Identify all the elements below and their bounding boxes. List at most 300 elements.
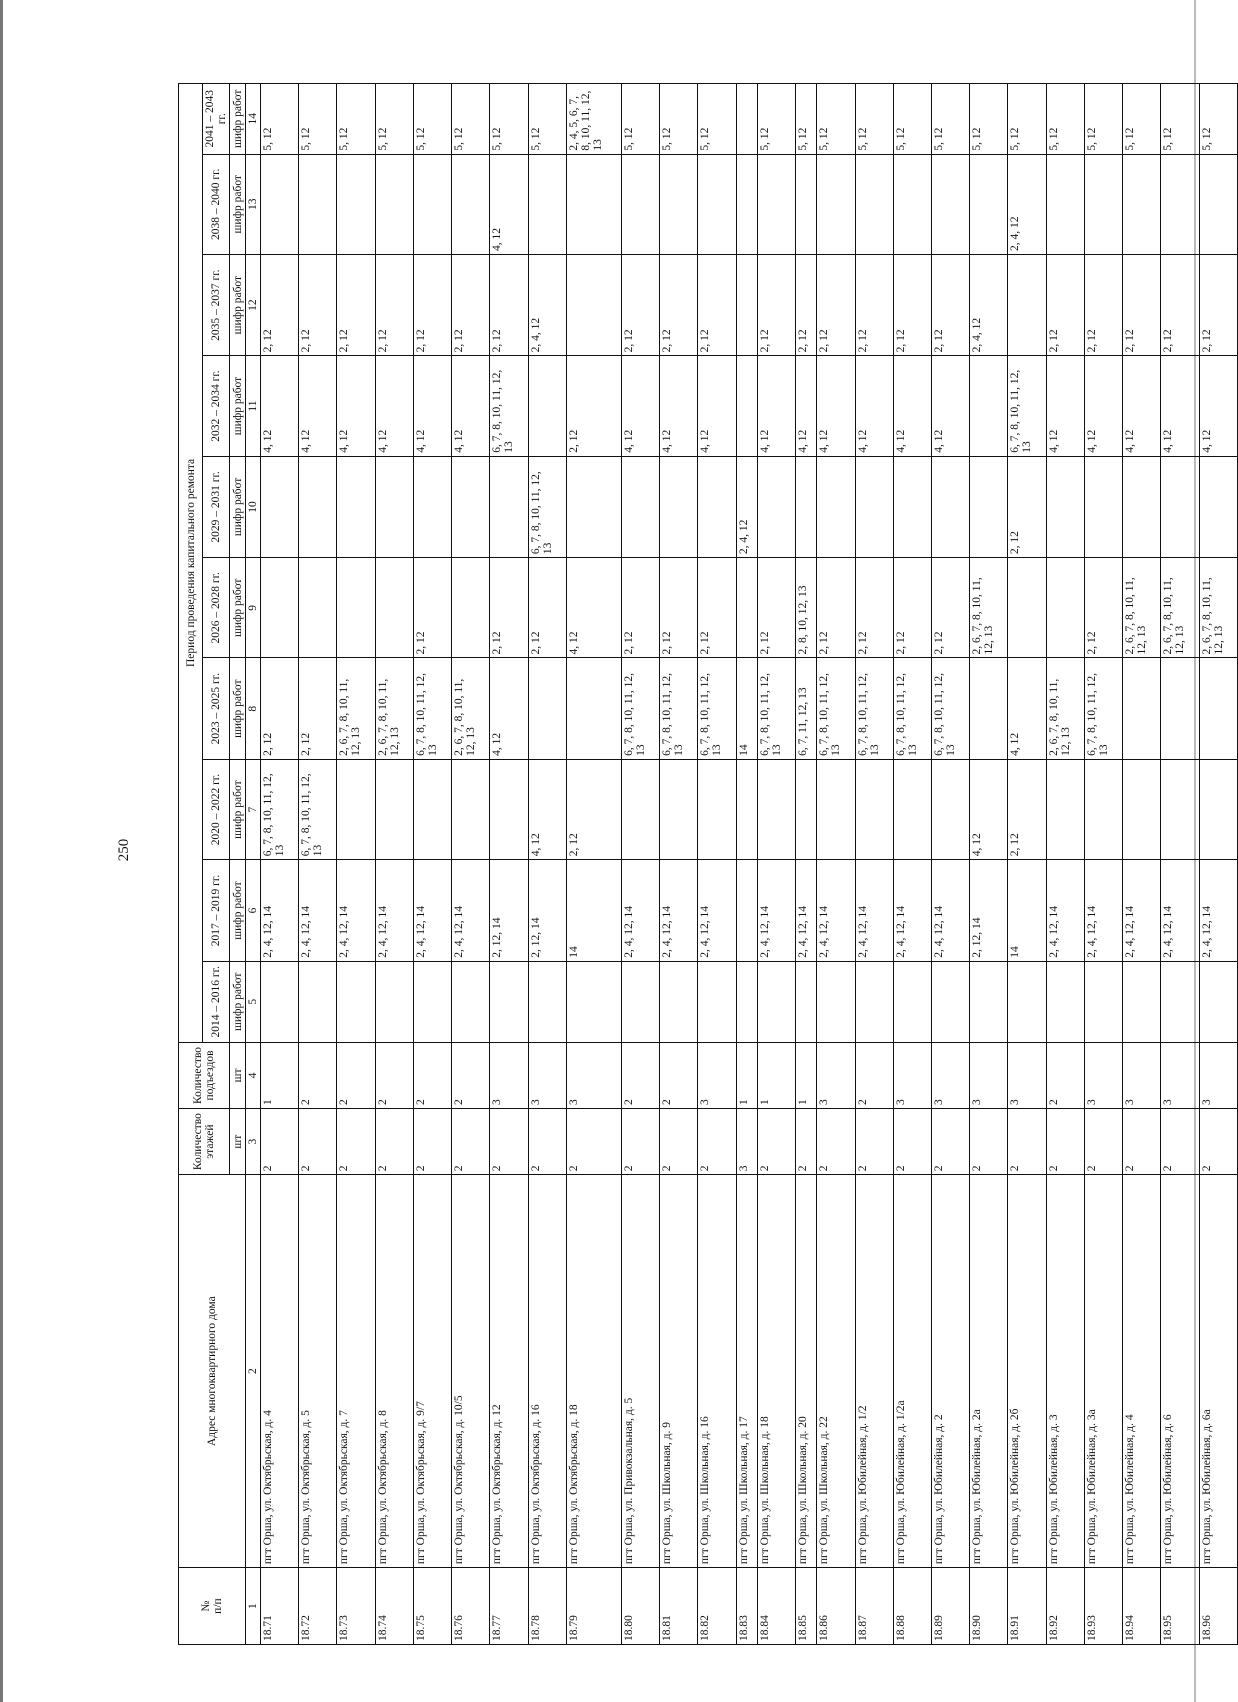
row-cipher-period-5: 4, 12 bbox=[566, 558, 621, 658]
row-address: пгт Орша, ул. Октябрьская, д. 18 bbox=[566, 1175, 621, 1568]
row-cipher-period-8: 2, 12 bbox=[1161, 254, 1199, 355]
row-cipher-period-8: 2, 12 bbox=[413, 254, 451, 355]
table-row bbox=[817, 84, 855, 1645]
row-cipher-period-10: 5, 12 bbox=[413, 84, 451, 155]
row-cipher-period-4 bbox=[1199, 658, 1238, 759]
row-cipher-period-10: 5, 12 bbox=[1123, 84, 1161, 155]
header-cipher-1: шифр работ bbox=[230, 961, 246, 1042]
row-cipher-period-6 bbox=[299, 456, 337, 557]
row-address: пгт Орша, ул. Привокзальная, д. 5 bbox=[621, 1175, 659, 1568]
row-cipher-period-7: 4, 12 bbox=[261, 356, 299, 456]
row-floors: 2 bbox=[621, 1109, 659, 1175]
row-cipher-period-2: 2, 4, 12, 14 bbox=[299, 860, 337, 961]
row-cipher-period-9 bbox=[1199, 154, 1238, 254]
row-number: 18.81 bbox=[660, 1568, 698, 1645]
row-cipher-period-5 bbox=[736, 558, 757, 658]
row-cipher-period-3 bbox=[452, 759, 490, 859]
row-cipher-period-3 bbox=[931, 759, 969, 859]
row-entrances: 3 bbox=[528, 1042, 566, 1108]
row-cipher-period-7 bbox=[528, 356, 566, 456]
row-cipher-period-8: 2, 12 bbox=[817, 254, 855, 355]
row-cipher-period-6 bbox=[566, 456, 621, 557]
row-entrances: 1 bbox=[261, 1042, 299, 1108]
row-cipher-period-7: 4, 12 bbox=[621, 356, 659, 456]
row-cipher-period-1 bbox=[621, 961, 659, 1042]
row-cipher-period-8: 2, 12 bbox=[375, 254, 413, 355]
row-cipher-period-2: 2, 4, 12, 14 bbox=[796, 860, 817, 961]
table-header bbox=[179, 84, 261, 1645]
row-cipher-period-5 bbox=[299, 558, 337, 658]
row-cipher-period-6 bbox=[1123, 456, 1161, 557]
row-entrances: 3 bbox=[893, 1042, 931, 1108]
row-number: 18.96 bbox=[1199, 1568, 1238, 1645]
row-cipher-period-4: 14 bbox=[736, 658, 757, 759]
row-cipher-period-8: 2, 12 bbox=[452, 254, 490, 355]
row-cipher-period-2: 2, 4, 12, 14 bbox=[757, 860, 795, 961]
row-cipher-period-1 bbox=[1008, 961, 1046, 1042]
header-period-6: 2029 – 2031 гг. bbox=[203, 456, 230, 557]
table-row bbox=[855, 84, 893, 1645]
row-cipher-period-3 bbox=[660, 759, 698, 859]
row-cipher-period-7: 4, 12 bbox=[796, 356, 817, 456]
row-floors: 3 bbox=[736, 1109, 757, 1175]
row-cipher-period-9 bbox=[621, 154, 659, 254]
row-cipher-period-5: 2, 12 bbox=[1084, 558, 1122, 658]
row-entrances: 2 bbox=[299, 1042, 337, 1108]
row-cipher-period-8: 2, 4, 12 bbox=[970, 254, 1008, 355]
row-cipher-period-6: 2, 4, 12 bbox=[736, 456, 757, 557]
row-cipher-period-8: 2, 12 bbox=[1123, 254, 1161, 355]
row-number: 18.87 bbox=[855, 1568, 893, 1645]
row-cipher-period-9: 4, 12 bbox=[490, 154, 528, 254]
row-cipher-period-9 bbox=[736, 154, 757, 254]
row-entrances: 2 bbox=[621, 1042, 659, 1108]
row-cipher-period-5: 2, 8, 10, 12, 13 bbox=[796, 558, 817, 658]
header-cipher-10: шифр работ bbox=[230, 84, 246, 155]
row-cipher-period-5: 2, 12 bbox=[698, 558, 736, 658]
row-cipher-period-1 bbox=[970, 961, 1008, 1042]
table-row bbox=[261, 84, 299, 1645]
header-period: Период проведения капитального ремонта bbox=[179, 84, 203, 1043]
row-address: пгт Орша, ул. Октябрьская, д. 5 bbox=[299, 1175, 337, 1568]
column-number-9: 9 bbox=[246, 558, 261, 658]
table-row bbox=[893, 84, 931, 1645]
row-cipher-period-10: 5, 12 bbox=[337, 84, 375, 155]
row-cipher-period-8: 2, 12 bbox=[1199, 254, 1238, 355]
row-cipher-period-2: 2, 4, 12, 14 bbox=[1084, 860, 1122, 961]
row-cipher-period-3 bbox=[757, 759, 795, 859]
row-cipher-period-9 bbox=[1084, 154, 1122, 254]
row-number: 18.83 bbox=[736, 1568, 757, 1645]
row-address: пгт Орша, ул. Юбилейная, д. 3а bbox=[1084, 1175, 1122, 1568]
row-cipher-period-10: 5, 12 bbox=[1008, 84, 1046, 155]
header-floors: Количество этажей bbox=[179, 1109, 230, 1175]
row-floors: 2 bbox=[660, 1109, 698, 1175]
row-floors: 2 bbox=[1161, 1109, 1199, 1175]
row-cipher-period-4: 6, 7, 8, 10, 11, 12, 13 bbox=[757, 658, 795, 759]
row-cipher-period-2: 2, 4, 12, 14 bbox=[698, 860, 736, 961]
row-cipher-period-8: 2, 12 bbox=[855, 254, 893, 355]
header-cipher-4: шифр работ bbox=[230, 658, 246, 759]
row-cipher-period-10: 5, 12 bbox=[1084, 84, 1122, 155]
row-cipher-period-8: 2, 12 bbox=[796, 254, 817, 355]
row-cipher-period-3 bbox=[1046, 759, 1084, 859]
table-row bbox=[413, 84, 451, 1645]
row-cipher-period-6 bbox=[893, 456, 931, 557]
row-cipher-period-2: 2, 4, 12, 14 bbox=[660, 860, 698, 961]
row-address: пгт Орша, ул. Школьная, д. 18 bbox=[757, 1175, 795, 1568]
row-cipher-period-9 bbox=[757, 154, 795, 254]
row-cipher-period-7: 4, 12 bbox=[1084, 356, 1122, 456]
row-cipher-period-3 bbox=[413, 759, 451, 859]
row-address: пгт Орша, ул. Школьная, д. 20 bbox=[796, 1175, 817, 1568]
row-cipher-period-8: 2, 12 bbox=[1046, 254, 1084, 355]
table-row bbox=[736, 84, 757, 1645]
row-entrances: 3 bbox=[1008, 1042, 1046, 1108]
row-cipher-period-8 bbox=[736, 254, 757, 355]
row-cipher-period-6 bbox=[452, 456, 490, 557]
row-cipher-period-10: 5, 12 bbox=[621, 84, 659, 155]
row-cipher-period-2: 2, 4, 12, 14 bbox=[893, 860, 931, 961]
row-cipher-period-8 bbox=[566, 254, 621, 355]
table-row bbox=[621, 84, 659, 1645]
row-entrances: 1 bbox=[757, 1042, 795, 1108]
row-cipher-period-3 bbox=[1199, 759, 1238, 859]
row-cipher-period-5: 2, 12 bbox=[528, 558, 566, 658]
row-entrances: 3 bbox=[1199, 1042, 1238, 1108]
row-entrances: 3 bbox=[1084, 1042, 1122, 1108]
row-cipher-period-6 bbox=[413, 456, 451, 557]
row-cipher-period-7: 4, 12 bbox=[1199, 356, 1238, 456]
column-number-14: 14 bbox=[246, 84, 261, 155]
row-cipher-period-2: 2, 12, 14 bbox=[970, 860, 1008, 961]
row-cipher-period-7: 4, 12 bbox=[817, 356, 855, 456]
row-cipher-period-4: 2, 12 bbox=[261, 658, 299, 759]
row-cipher-period-9 bbox=[375, 154, 413, 254]
row-entrances: 2 bbox=[452, 1042, 490, 1108]
row-number: 18.76 bbox=[452, 1568, 490, 1645]
row-cipher-period-9 bbox=[817, 154, 855, 254]
table-row bbox=[1199, 84, 1238, 1645]
row-cipher-period-2: 14 bbox=[1008, 860, 1046, 961]
row-cipher-period-7: 4, 12 bbox=[893, 356, 931, 456]
row-cipher-period-8: 2, 12 bbox=[931, 254, 969, 355]
row-cipher-period-9 bbox=[337, 154, 375, 254]
row-entrances: 2 bbox=[375, 1042, 413, 1108]
column-number-4: 4 bbox=[246, 1042, 261, 1108]
row-number: 18.78 bbox=[528, 1568, 566, 1645]
column-number-10: 10 bbox=[246, 456, 261, 557]
row-cipher-period-2: 2, 4, 12, 14 bbox=[817, 860, 855, 961]
row-cipher-period-10: 5, 12 bbox=[1161, 84, 1199, 155]
row-cipher-period-7: 4, 12 bbox=[413, 356, 451, 456]
row-entrances: 3 bbox=[970, 1042, 1008, 1108]
row-cipher-period-7: 4, 12 bbox=[1161, 356, 1199, 456]
row-cipher-period-10: 5, 12 bbox=[698, 84, 736, 155]
row-cipher-period-3 bbox=[621, 759, 659, 859]
row-cipher-period-5 bbox=[1008, 558, 1046, 658]
column-number-3: 3 bbox=[246, 1109, 261, 1175]
row-cipher-period-5: 2, 6, 7, 8, 10, 11, 12, 13 bbox=[1199, 558, 1238, 658]
row-cipher-period-6 bbox=[1199, 456, 1238, 557]
row-number: 18.90 bbox=[970, 1568, 1008, 1645]
row-cipher-period-1 bbox=[736, 961, 757, 1042]
row-floors: 2 bbox=[855, 1109, 893, 1175]
row-cipher-period-3 bbox=[375, 759, 413, 859]
row-cipher-period-7: 4, 12 bbox=[375, 356, 413, 456]
row-cipher-period-7: 4, 12 bbox=[931, 356, 969, 456]
row-cipher-period-4: 6, 7, 8, 10, 11, 12, 13 bbox=[1084, 658, 1122, 759]
row-cipher-period-2: 2, 4, 12, 14 bbox=[1199, 860, 1238, 961]
row-floors: 2 bbox=[817, 1109, 855, 1175]
row-number: 18.93 bbox=[1084, 1568, 1122, 1645]
row-cipher-period-8: 2, 12 bbox=[490, 254, 528, 355]
table-body bbox=[261, 84, 1238, 1645]
row-cipher-period-6 bbox=[375, 456, 413, 557]
row-cipher-period-8: 2, 4, 12 bbox=[528, 254, 566, 355]
row-cipher-period-6: 6, 7, 8, 10, 11, 12, 13 bbox=[528, 456, 566, 557]
row-cipher-period-2: 2, 4, 12, 14 bbox=[855, 860, 893, 961]
row-cipher-period-6 bbox=[796, 456, 817, 557]
row-address: пгт Орша, ул. Октябрьская, д. 7 bbox=[337, 1175, 375, 1568]
row-cipher-period-4: 6, 7, 8, 10, 11, 12, 13 bbox=[817, 658, 855, 759]
row-cipher-period-1 bbox=[566, 961, 621, 1042]
repair-schedule-table bbox=[178, 83, 1238, 1645]
row-cipher-period-1 bbox=[931, 961, 969, 1042]
row-address: пгт Орша, ул. Школьная, д. 9 bbox=[660, 1175, 698, 1568]
column-number-2: 2 bbox=[246, 1175, 261, 1568]
header-cipher-5: шифр работ bbox=[230, 558, 246, 658]
column-number-7: 7 bbox=[246, 759, 261, 859]
row-cipher-period-8: 2, 12 bbox=[337, 254, 375, 355]
row-floors: 2 bbox=[490, 1109, 528, 1175]
row-cipher-period-3 bbox=[893, 759, 931, 859]
row-address: пгт Орша, ул. Юбилейная, д. 2 bbox=[931, 1175, 969, 1568]
row-address: пгт Орша, ул. Юбилейная, д. 6 bbox=[1161, 1175, 1199, 1568]
row-cipher-period-9 bbox=[261, 154, 299, 254]
row-address: пгт Орша, ул. Октябрьская, д. 9/7 bbox=[413, 1175, 451, 1568]
row-cipher-period-10: 5, 12 bbox=[375, 84, 413, 155]
row-entrances: 3 bbox=[931, 1042, 969, 1108]
row-cipher-period-9 bbox=[970, 154, 1008, 254]
row-cipher-period-10: 5, 12 bbox=[893, 84, 931, 155]
header-address: Адрес многоквартирного дома bbox=[179, 1175, 246, 1568]
row-address: пгт Орша, ул. Октябрьская, д. 16 bbox=[528, 1175, 566, 1568]
row-cipher-period-6 bbox=[1084, 456, 1122, 557]
row-number: 18.75 bbox=[413, 1568, 451, 1645]
row-floors: 2 bbox=[337, 1109, 375, 1175]
row-floors: 2 bbox=[931, 1109, 969, 1175]
row-cipher-period-7: 4, 12 bbox=[660, 356, 698, 456]
row-cipher-period-6 bbox=[337, 456, 375, 557]
row-cipher-period-2 bbox=[736, 860, 757, 961]
header-cipher-7: шифр работ bbox=[230, 356, 246, 456]
row-cipher-period-5: 2, 12 bbox=[490, 558, 528, 658]
row-cipher-period-7: 6, 7, 8, 10, 11, 12, 13 bbox=[1008, 356, 1046, 456]
row-cipher-period-8: 2, 12 bbox=[261, 254, 299, 355]
row-cipher-period-1 bbox=[528, 961, 566, 1042]
row-cipher-period-2: 2, 4, 12, 14 bbox=[1046, 860, 1084, 961]
row-number: 18.89 bbox=[931, 1568, 969, 1645]
row-address: пгт Орша, ул. Школьная, д. 22 bbox=[817, 1175, 855, 1568]
row-cipher-period-6 bbox=[817, 456, 855, 557]
row-number: 18.80 bbox=[621, 1568, 659, 1645]
header-period-2: 2017 – 2019 гг. bbox=[203, 860, 230, 961]
row-cipher-period-6: 2, 12 bbox=[1008, 456, 1046, 557]
row-cipher-period-2: 2, 12, 14 bbox=[528, 860, 566, 961]
row-cipher-period-1 bbox=[698, 961, 736, 1042]
row-cipher-period-5: 2, 6, 7, 8, 10, 11, 12, 13 bbox=[1161, 558, 1199, 658]
table-row bbox=[931, 84, 969, 1645]
row-address: пгт Орша, ул. Школьная, д. 17 bbox=[736, 1175, 757, 1568]
row-cipher-period-9 bbox=[855, 154, 893, 254]
row-cipher-period-8: 2, 12 bbox=[893, 254, 931, 355]
table-row bbox=[337, 84, 375, 1645]
row-cipher-period-10: 2, 4, 5, 6, 7, 8, 10, 11, 12, 13 bbox=[566, 84, 621, 155]
row-cipher-period-10: 5, 12 bbox=[931, 84, 969, 155]
row-cipher-period-4: 2, 12 bbox=[299, 658, 337, 759]
row-number: 18.94 bbox=[1123, 1568, 1161, 1645]
header-cipher-9: шифр работ bbox=[230, 154, 246, 254]
row-cipher-period-1 bbox=[413, 961, 451, 1042]
row-number: 18.77 bbox=[490, 1568, 528, 1645]
row-cipher-period-2: 2, 4, 12, 14 bbox=[337, 860, 375, 961]
row-floors: 2 bbox=[1123, 1109, 1161, 1175]
header-cipher-3: шифр работ bbox=[230, 759, 246, 859]
row-cipher-period-3: 2, 12 bbox=[1008, 759, 1046, 859]
header-period-4: 2023 – 2025 гг. bbox=[203, 658, 230, 759]
column-number-6: 6 bbox=[246, 860, 261, 961]
row-floors: 2 bbox=[261, 1109, 299, 1175]
table-row bbox=[299, 84, 337, 1645]
row-cipher-period-1 bbox=[1161, 961, 1199, 1042]
row-cipher-period-9 bbox=[893, 154, 931, 254]
row-floors: 2 bbox=[375, 1109, 413, 1175]
row-cipher-period-2: 2, 4, 12, 14 bbox=[621, 860, 659, 961]
row-number: 18.86 bbox=[817, 1568, 855, 1645]
row-cipher-period-7: 4, 12 bbox=[698, 356, 736, 456]
row-cipher-period-5 bbox=[1046, 558, 1084, 658]
row-cipher-period-3 bbox=[490, 759, 528, 859]
row-floors: 2 bbox=[1084, 1109, 1122, 1175]
row-cipher-period-1 bbox=[660, 961, 698, 1042]
row-cipher-period-9 bbox=[698, 154, 736, 254]
row-cipher-period-10 bbox=[736, 84, 757, 155]
row-address: пгт Орша, ул. Юбилейная, д. 2а bbox=[970, 1175, 1008, 1568]
row-cipher-period-7: 4, 12 bbox=[1123, 356, 1161, 456]
table-row bbox=[375, 84, 413, 1645]
row-cipher-period-5: 2, 12 bbox=[855, 558, 893, 658]
row-cipher-period-6 bbox=[1161, 456, 1199, 557]
row-cipher-period-3 bbox=[698, 759, 736, 859]
row-cipher-period-1 bbox=[796, 961, 817, 1042]
row-entrances: 3 bbox=[1123, 1042, 1161, 1108]
row-cipher-period-3 bbox=[1123, 759, 1161, 859]
row-cipher-period-1 bbox=[1084, 961, 1122, 1042]
row-cipher-period-5: 2, 12 bbox=[621, 558, 659, 658]
row-cipher-period-10: 5, 12 bbox=[796, 84, 817, 155]
row-cipher-period-10: 5, 12 bbox=[452, 84, 490, 155]
row-cipher-period-3 bbox=[736, 759, 757, 859]
row-number: 18.92 bbox=[1046, 1568, 1084, 1645]
row-cipher-period-2: 2, 12, 14 bbox=[490, 860, 528, 961]
header-cipher-8: шифр работ bbox=[230, 254, 246, 355]
row-number: 18.72 bbox=[299, 1568, 337, 1645]
row-number: 18.91 bbox=[1008, 1568, 1046, 1645]
row-address: пгт Орша, ул. Юбилейная, д. 6а bbox=[1199, 1175, 1238, 1568]
row-floors: 2 bbox=[698, 1109, 736, 1175]
row-cipher-period-3: 6, 7, 8, 10, 11, 12, 13 bbox=[299, 759, 337, 859]
row-cipher-period-4: 6, 7, 11, 12, 13 bbox=[796, 658, 817, 759]
row-address: пгт Орша, ул. Октябрьская, д. 4 bbox=[261, 1175, 299, 1568]
row-cipher-period-3 bbox=[796, 759, 817, 859]
table-row bbox=[528, 84, 566, 1645]
row-cipher-period-9 bbox=[660, 154, 698, 254]
row-cipher-period-6 bbox=[490, 456, 528, 557]
row-cipher-period-8 bbox=[1008, 254, 1046, 355]
header-period-7: 2032 – 2034 гг. bbox=[203, 356, 230, 456]
table-row bbox=[452, 84, 490, 1645]
row-cipher-period-8: 2, 12 bbox=[660, 254, 698, 355]
row-cipher-period-4: 6, 7, 8, 10, 11, 12, 13 bbox=[621, 658, 659, 759]
row-cipher-period-5: 2, 12 bbox=[817, 558, 855, 658]
row-number: 18.82 bbox=[698, 1568, 736, 1645]
row-cipher-period-6 bbox=[970, 456, 1008, 557]
row-number: 18.71 bbox=[261, 1568, 299, 1645]
row-number: 18.79 bbox=[566, 1568, 621, 1645]
table-row bbox=[698, 84, 736, 1645]
row-cipher-period-4: 6, 7, 8, 10, 11, 12, 13 bbox=[855, 658, 893, 759]
row-cipher-period-2: 2, 4, 12, 14 bbox=[261, 860, 299, 961]
row-cipher-period-9 bbox=[1123, 154, 1161, 254]
column-number-1: 1 bbox=[246, 1568, 261, 1645]
row-cipher-period-2: 2, 4, 12, 14 bbox=[452, 860, 490, 961]
scan-edge-left bbox=[0, 0, 3, 1702]
row-cipher-period-8: 2, 12 bbox=[621, 254, 659, 355]
row-address: пгт Орша, ул. Октябрьская, д. 10/5 bbox=[452, 1175, 490, 1568]
row-cipher-period-7 bbox=[736, 356, 757, 456]
row-cipher-period-10: 5, 12 bbox=[299, 84, 337, 155]
header-row-1 bbox=[179, 84, 203, 1645]
row-cipher-period-2: 14 bbox=[566, 860, 621, 961]
row-cipher-period-1 bbox=[893, 961, 931, 1042]
column-number-8: 8 bbox=[246, 658, 261, 759]
row-cipher-period-6 bbox=[261, 456, 299, 557]
row-cipher-period-4 bbox=[1161, 658, 1199, 759]
row-cipher-period-3: 4, 12 bbox=[970, 759, 1008, 859]
header-num: № п/п bbox=[179, 1568, 246, 1645]
header-period-5: 2026 – 2028 гг. bbox=[203, 558, 230, 658]
row-cipher-period-1 bbox=[299, 961, 337, 1042]
row-cipher-period-9 bbox=[931, 154, 969, 254]
row-cipher-period-1 bbox=[261, 961, 299, 1042]
row-address: пгт Орша, ул. Юбилейная, д. 1/2а bbox=[893, 1175, 931, 1568]
row-cipher-period-7 bbox=[970, 356, 1008, 456]
row-cipher-period-10: 5, 12 bbox=[1199, 84, 1238, 155]
row-cipher-period-4: 6, 7, 8, 10, 11, 12, 13 bbox=[698, 658, 736, 759]
row-cipher-period-7: 4, 12 bbox=[1046, 356, 1084, 456]
row-number: 18.74 bbox=[375, 1568, 413, 1645]
table-row bbox=[757, 84, 795, 1645]
row-cipher-period-5: 2, 12 bbox=[893, 558, 931, 658]
row-address: пгт Орша, ул. Юбилейная, д. 1/2 bbox=[855, 1175, 893, 1568]
row-cipher-period-5 bbox=[337, 558, 375, 658]
row-cipher-period-7: 4, 12 bbox=[299, 356, 337, 456]
row-cipher-period-2: 2, 4, 12, 14 bbox=[1123, 860, 1161, 961]
row-floors: 2 bbox=[528, 1109, 566, 1175]
header-entrances: Количество подъездов bbox=[179, 1042, 230, 1108]
table-row bbox=[660, 84, 698, 1645]
